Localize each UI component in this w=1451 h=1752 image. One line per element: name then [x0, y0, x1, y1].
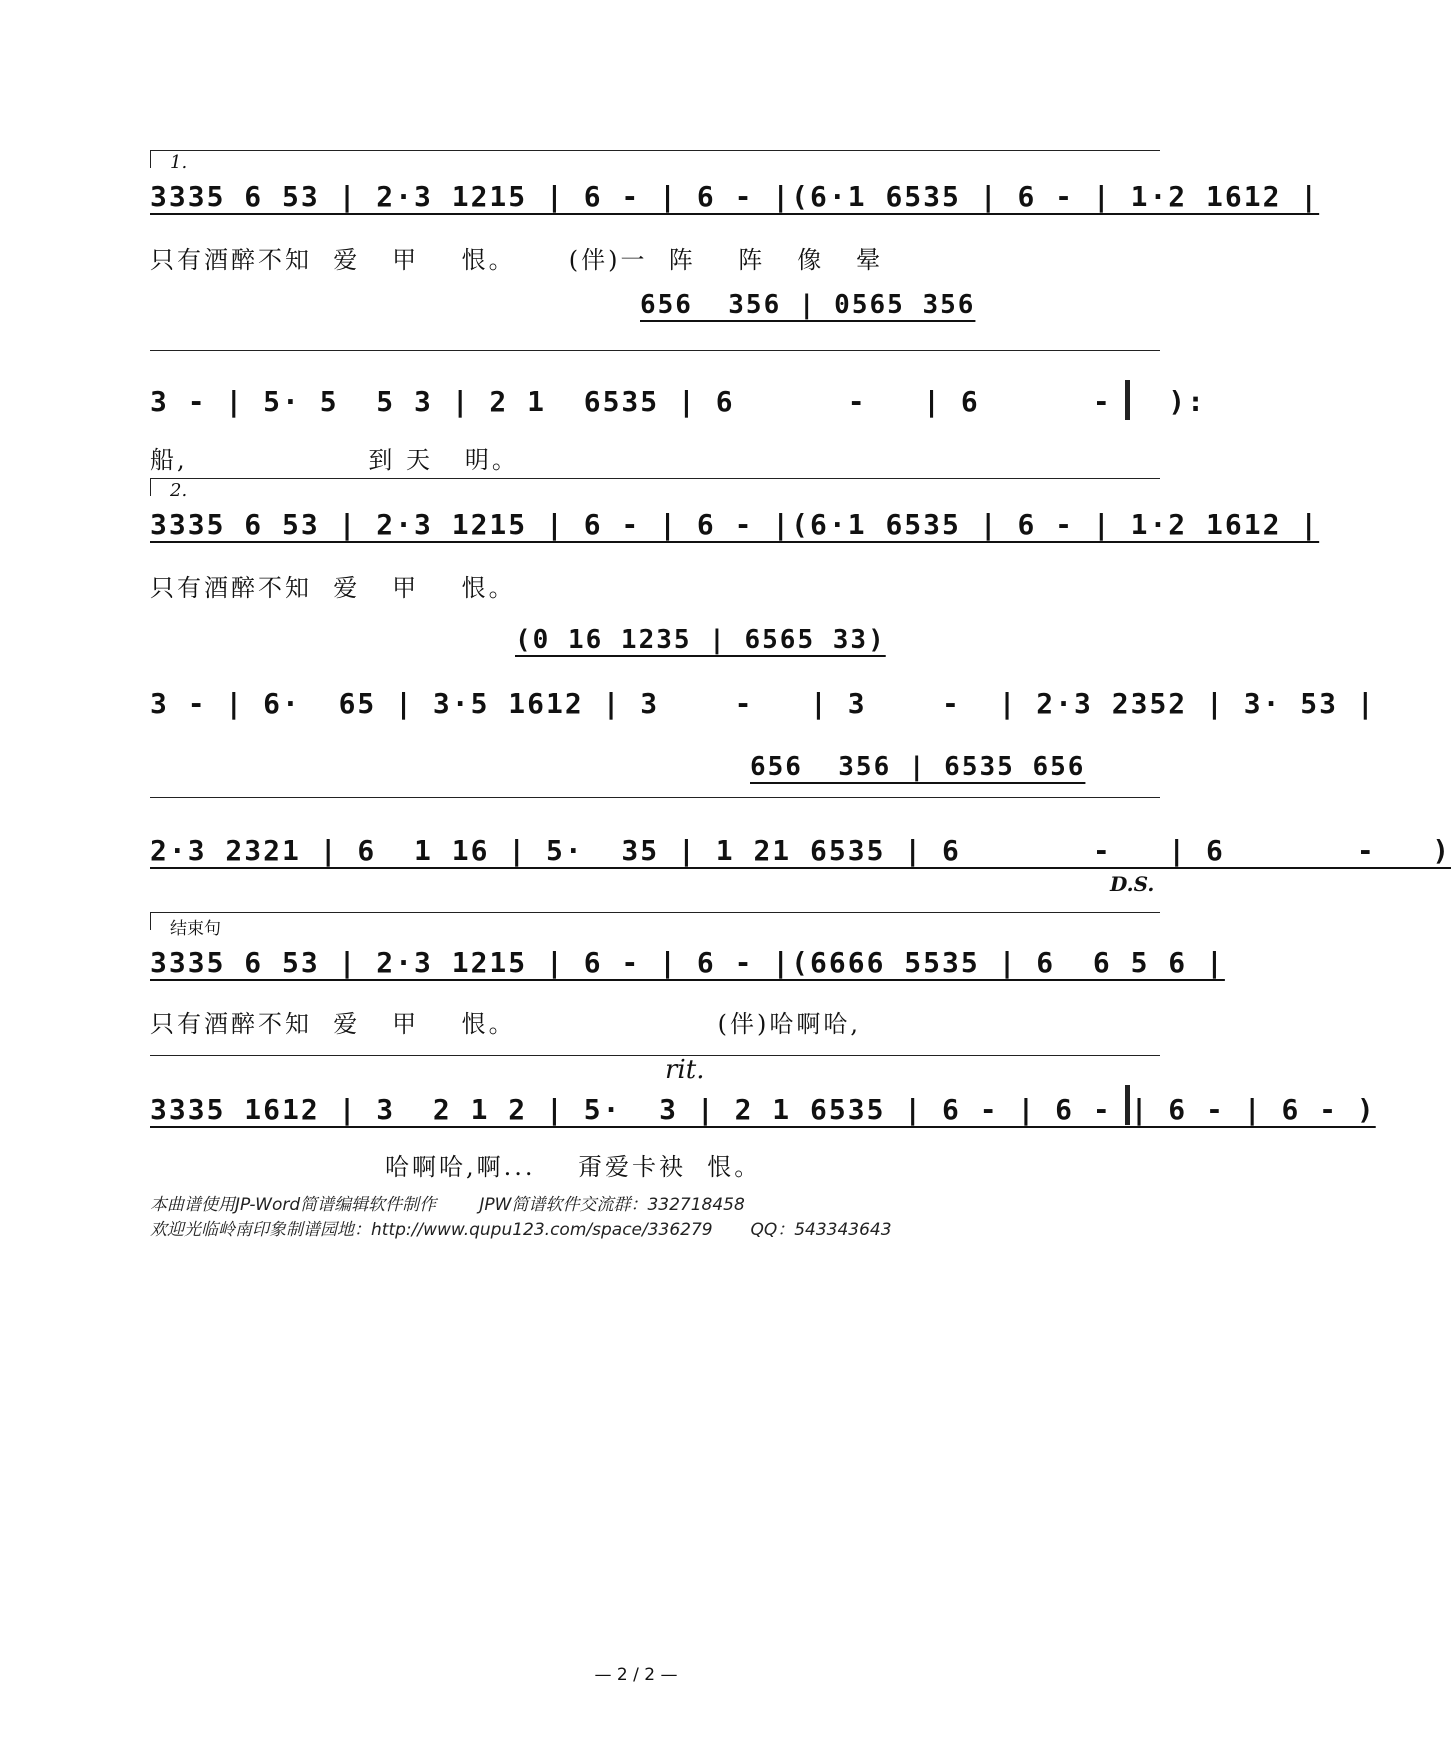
notation-line: 3335 6 53 | 2·3 1215 | 6 - | 6 - |(6·1 6535 | 6 - | 1·2 1612 | [150, 508, 1320, 541]
notation-line: 3335 6 53 | 2·3 1215 | 6 - | 6 - |(6·1 6535 | 6 - | 1·2 1612 | [150, 180, 1320, 213]
accompaniment-line: 656 356 | 0565 356 [640, 290, 976, 320]
staff-divider [150, 1055, 1160, 1056]
lyrics-line: 只有酒醉不知 爱 甲 恨。 [150, 574, 516, 602]
page-number: — 2 / 2 — [594, 1665, 678, 1685]
volta-bracket [150, 912, 165, 930]
final-barline [1125, 1085, 1130, 1125]
ds-marker: D.S. [1110, 872, 1155, 896]
score-system-2 [150, 290, 1207, 474]
rit-marking: rit. [665, 1055, 705, 1085]
staff-divider [150, 350, 1160, 351]
lyrics-line: 只有酒醉不知 爱 甲 恨。 (伴)一 阵 阵 像 晕 [150, 246, 884, 274]
coda-label: 结束句 [170, 919, 221, 939]
volta-line [150, 478, 1160, 479]
accompaniment-line: (0 16 1235 | 6565 33) [515, 625, 886, 655]
lyrics-line: 只有酒醉不知 爱 甲 恨。 (伴)哈啊哈, [150, 1010, 861, 1038]
score-system-6 [150, 912, 1225, 1042]
score-system-1 [150, 150, 1320, 280]
score-system-3 [150, 478, 1320, 608]
notation-line: 3335 6 53 | 2·3 1215 | 6 - | 6 - |(6666 5535 | 6 6 5 6 | [150, 946, 1225, 979]
volta-bracket [150, 150, 165, 168]
volta-line [150, 150, 1160, 151]
score-system-4 [150, 625, 1376, 725]
volta-bracket [150, 478, 165, 496]
notation-line: 3 - | 6· 65 | 3·5 1612 | 3 - | 3 - | 2·3 2352 | 3· 53 | [150, 687, 1376, 720]
software-credit: 本曲谱使用JP-Word简谱编辑软件制作 JPW简谱软件交流群：332718458 [150, 1195, 745, 1215]
volta-label: 1. [170, 152, 188, 173]
lyrics-line: 船, 到 天 明。 [150, 446, 519, 474]
score-system-7 [150, 1055, 1376, 1185]
notation-line: 3 - | 5· 5 5 3 | 2 1 6535 | 6 - | 6 - ): [150, 385, 1207, 418]
score-system-5 [150, 752, 1451, 896]
repeat-barline [1125, 380, 1130, 420]
staff-divider [150, 797, 1160, 798]
notation-line: 3335 1612 | 3 2 1 2 | 5· 3 | 2 1 6535 | 6 - | 6 - | 6 - | 6 - ) [150, 1093, 1376, 1126]
lyrics-line: 哈啊哈,啊... 甭爱卡袂 恨。 [385, 1153, 762, 1181]
website-credit: 欢迎光临岭南印象制谱园地：http://www.qupu123.com/space/336279 QQ：543343643 [150, 1220, 892, 1240]
volta-line [150, 912, 1160, 913]
accompaniment-line: 656 356 | 6535 656 [750, 752, 1086, 782]
notation-line: 2·3 2321 | 6 1 16 | 5· 35 | 1 21 6535 | 6 - | 6 - ) [150, 834, 1451, 867]
volta-label: 2. [170, 480, 188, 501]
